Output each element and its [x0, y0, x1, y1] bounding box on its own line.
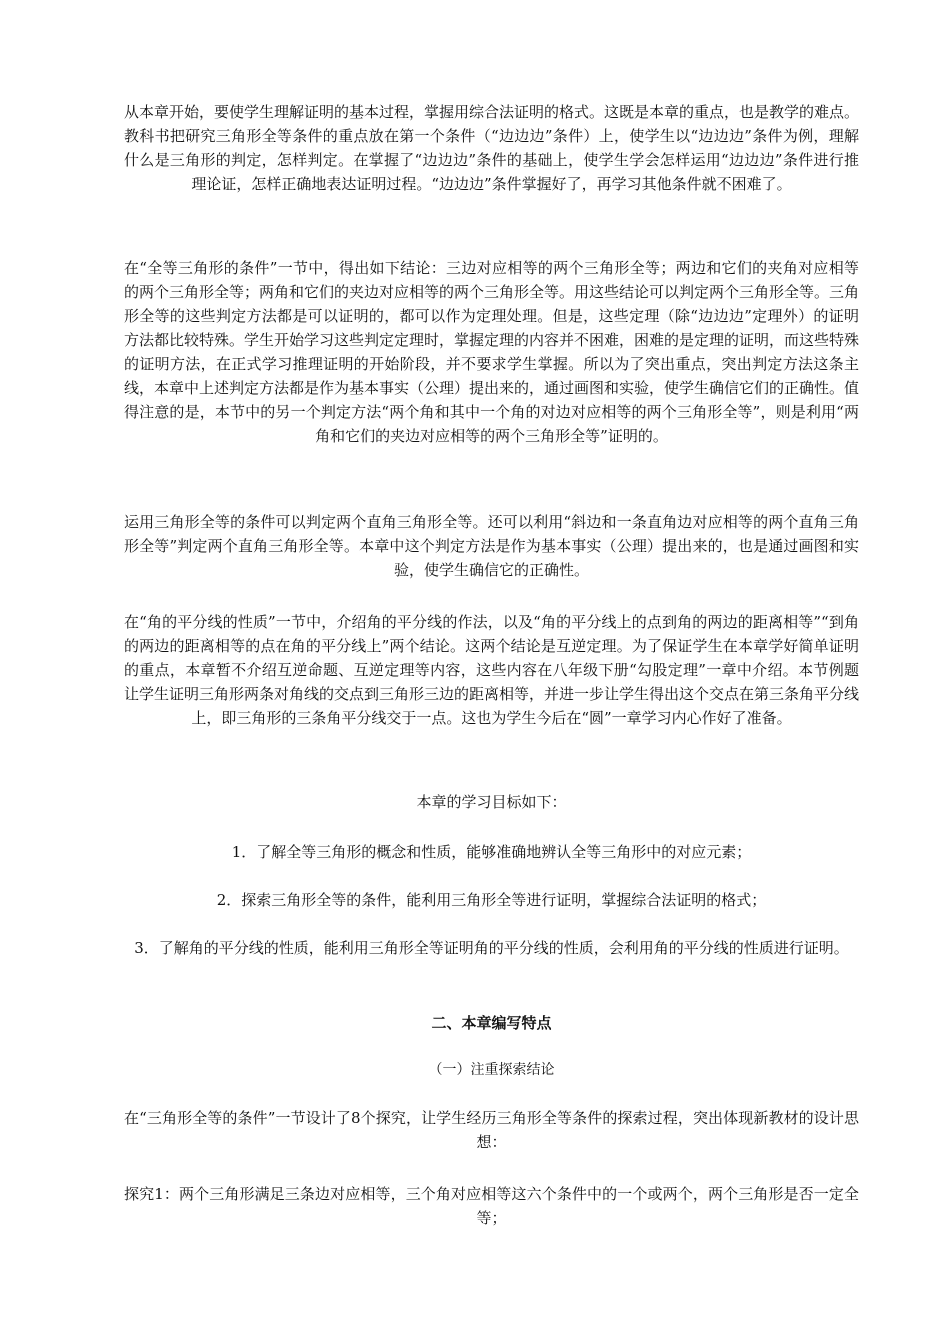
exploration-1: 探究1：两个三角形满足三条边对应相等，三个角对应相等这六个条件中的一个或两个，两个三角形是否一定全等；: [124, 1185, 859, 1227]
objectives-intro: 本章的学习目标如下：: [416, 793, 567, 811]
objective-item: 2．探索三角形全等的条件，能利用三角形全等进行证明，掌握综合法证明的格式；: [216, 891, 767, 909]
section-heading: 二、本章编写特点: [431, 1014, 552, 1032]
paragraph-5: 在“三角形全等的条件”一节设计了8个探究，让学生经历三角形全等条件的探索过程，突出体现新教材的设计思想：: [124, 1109, 859, 1151]
objective-item: 1．了解全等三角形的概念和性质，能够准确地辨认全等三角形中的对应元素；: [231, 843, 752, 861]
paragraph-4: 在“角的平分线的性质”一节中，介绍角的平分线的作法，以及“角的平分线上的点到角的两边的距离相等”“到角的两边的距离相等的点在角的平分线上”两个结论。这两个结论是互逆定理。为了保证学生在本章学好简单证明的重点，本章暂不介绍互逆命题、互逆定理等内容，这些内容在八年级下册“勾股定理”一章中介绍。本节例题让学生证明三角形两条对角线的交点到三角形三边的距离相等，并进一步让学生得出这个交点在第三条角平分线上，即三角形的三条角平分线交于一点。这也为学生今后在“圆”一章学习内心作好了准备。: [124, 613, 860, 727]
paragraph-2: 在“全等三角形的条件”一节中，得出如下结论：三边对应相等的两个三角形全等；两边和它们的夹角对应相等的两个三角形全等；两角和它们的夹边对应相等的两个三角形全等。用这些结论可以判定两个三角形全等。三角形全等的这些判定方法都是可以证明的，都可以作为定理处理。但是，这些定理（除“边边边”定理外）的证明方法都比较特殊。学生开始学习这些判定定理时，掌握定理的内容并不困难，困难的是定理的证明，而这些特殊的证明方法，在正式学习推理证明的开始阶段，并不要求学生掌握。所以为了突出重点，突出判定方法这条主线，本章中上述判定方法都是作为基本事实（公理）提出来的，通过画图和实验，使学生确信它们的正确性。值得注意的是，本节中的另一个判定方法“两个角和其中一个角的对边对应相等的两个三角形全等”，则是利用“两角和它们的夹边对应相等的两个三角形全等”证明的。: [124, 259, 860, 445]
subsection-heading: （一）注重探索结论: [428, 1062, 555, 1078]
objective-item: 3．了解角的平分线的性质，能利用三角形全等证明角的平分线的性质，会利用角的平分线的性质进行证明。: [134, 939, 849, 957]
paragraph-1: 从本章开始，要使学生理解证明的基本过程，掌握用综合法证明的格式。这既是本章的重点，也是教学的难点。教科书把研究三角形全等条件的重点放在第一个条件（“边边边”条件）上，使学生以“边边边”条件为例，理解什么是三角形的判定，怎样判定。在掌握了“边边边”条件的基础上，使学生学会怎样运用“边边边”条件进行推理论证，怎样正确地表达证明过程。“边边边”条件掌握好了，再学习其他条件就不困难了。: [124, 103, 860, 193]
paragraph-3: 运用三角形全等的条件可以判定两个直角三角形全等。还可以利用“斜边和一条直角边对应相等的两个直角三角形全等”判定两个直角三角形全等。本章中这个判定方法是作为基本事实（公理）提出来的，也是通过画图和实验，使学生确信它的正确性。: [124, 513, 859, 579]
